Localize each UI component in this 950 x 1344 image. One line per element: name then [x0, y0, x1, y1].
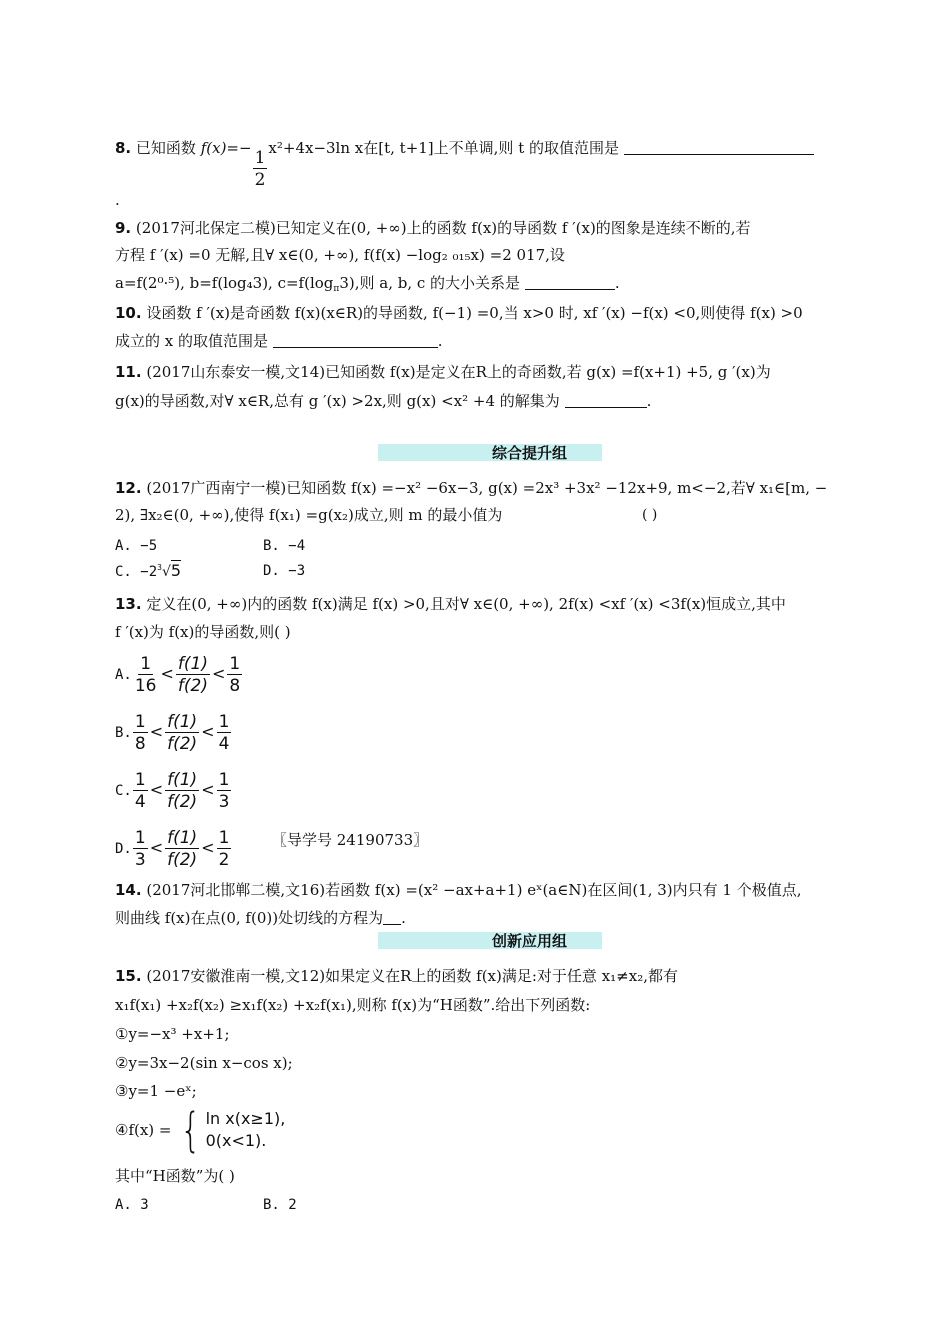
period: . [437, 332, 443, 350]
radicand: 5 [170, 561, 182, 580]
question-number: 14. [115, 881, 142, 899]
option-b[interactable]: B. 2 [263, 1197, 297, 1213]
function-item-4 [115, 1103, 286, 1157]
function-item-3: ③y=1 −eˣ; [115, 1082, 197, 1100]
reference-number: 〖导学号 24190733〗 [272, 831, 429, 849]
answer-blank[interactable] [273, 333, 438, 348]
question-9-line-3 [115, 273, 620, 293]
question-12-line-2 [115, 505, 502, 525]
subscript-pi: π [333, 284, 340, 294]
question-number: 13. [115, 595, 142, 613]
fraction-middle [165, 770, 199, 813]
fraction-numerator: 1 [218, 827, 230, 848]
fraction-left [133, 654, 159, 697]
question-number: 8. [115, 139, 132, 157]
section-title: 创新应用组 [492, 932, 568, 950]
less-than-sign: < [211, 664, 226, 683]
radical-index: 3 [157, 563, 162, 572]
question-12-line-1 [115, 478, 827, 498]
fraction-numerator: 1 [140, 653, 152, 674]
function-item-2: ②y=3x−2(sin x−cos x); [115, 1054, 293, 1072]
question-11-line-2 [115, 391, 651, 411]
option-b[interactable]: B. −4 [263, 538, 306, 554]
fraction-numerator: f(1) [177, 653, 208, 674]
question-8-end: . [115, 191, 120, 209]
fraction-denominator: 2 [254, 170, 266, 190]
less-than-sign: < [149, 838, 164, 857]
question-text: (2017山东泰安一模,文14)已知函数 f(x)是定义在R上的奇函数,若 g(x) =f(x+1) +5, g ′(x)为 [146, 363, 771, 381]
fraction-denominator: 4 [218, 733, 230, 754]
fraction-numerator: 1 [229, 653, 241, 674]
fraction-numerator: f(1) [167, 711, 198, 732]
fraction-left [133, 770, 148, 813]
fraction-denominator: 8 [229, 675, 241, 696]
less-than-sign: < [201, 722, 215, 741]
fraction-middle [165, 712, 199, 755]
fraction-numerator: 1 [134, 711, 146, 732]
fraction-right [227, 654, 242, 697]
fraction-numerator: 1 [254, 148, 266, 168]
fraction-denominator: f(2) [167, 791, 198, 812]
fraction-denominator: 4 [134, 791, 146, 812]
section-title: 综合提升组 [492, 444, 568, 462]
option-label: C. [115, 783, 132, 799]
question-9-line-2: 方程 f ′(x) =0 无解,且∀ x∈(0, +∞), f(f(x) −log₂ ₀₁₅x) =2 017,设 [115, 246, 565, 264]
less-than-sign: < [149, 722, 164, 741]
option-a[interactable]: A. 3 [115, 1197, 149, 1213]
answer-blank[interactable] [624, 140, 814, 155]
question-13-line-1 [115, 594, 786, 614]
question-15-prompt: 其中“H函数”为( ) [115, 1167, 235, 1185]
question-text: (2017安徽淮南一模,文12)如果定义在R上的函数 f(x)满足:对于任意 x₁≠x₂,都有 [146, 967, 678, 985]
question-10-line-1 [115, 303, 803, 323]
radical-sign: √ [161, 564, 171, 580]
question-9-line-1 [115, 218, 751, 238]
question-15-line-2: x₁f(x₁) +x₂f(x₂) ≥x₁f(x₂) +x₂f(x₁),则称 f(x)为“H函数”.给出下列函数: [115, 996, 591, 1014]
option-a[interactable] [115, 652, 243, 697]
question-15-line-1 [115, 966, 678, 986]
period: . [401, 909, 406, 927]
question-text-rest: 3),则 a, b, c 的大小关系是 [339, 274, 521, 292]
fraction-numerator: f(1) [167, 827, 198, 848]
question-number: 11. [115, 363, 142, 381]
less-than-sign: < [201, 838, 215, 857]
fraction-right [217, 770, 232, 813]
option-d[interactable] [115, 826, 232, 871]
question-text: 设函数 f ′(x)是奇函数 f(x)(x∈R)的导函数, f(−1) =0,当 x>0 时, xf ′(x) −f(x) <0,则使得 f(x) >0 [146, 304, 803, 322]
fraction-denominator: 3 [134, 849, 146, 870]
function-item-1: ①y=−x³ +x+1; [115, 1025, 230, 1043]
option-label: D. [115, 841, 132, 857]
question-number: 15. [115, 967, 142, 985]
question-text: (2017广西南宁一模)已知函数 f(x) =−x² −6x−3, g(x) =2x³ +3x² −12x+9, m<−2,若∀ x₁∈[m, − [146, 479, 828, 497]
fraction-middle [176, 654, 210, 697]
less-than-sign: < [160, 664, 174, 683]
option-c[interactable] [115, 768, 232, 813]
question-number: 10. [115, 304, 142, 322]
question-text: 则曲线 f(x)在点(0, f(0))处切线的方程为 [115, 909, 384, 927]
fraction-denominator: 2 [218, 849, 230, 870]
period: . [646, 392, 652, 410]
option-c[interactable] [115, 561, 181, 582]
fraction-numerator: f(1) [167, 769, 198, 790]
question-11-line-1 [115, 362, 771, 382]
answer-blank[interactable] [565, 393, 647, 408]
fraction-numerator: 1 [218, 711, 230, 732]
question-13-line-2: f ′(x)为 f(x)的导函数,则( ) [115, 623, 291, 641]
question-text: 2), ∃x₂∈(0, +∞),使得 f(x₁) =g(x₂)成立,则 m 的最小值为 [115, 506, 503, 524]
fraction-denominator: f(2) [167, 733, 198, 754]
fraction-right [217, 712, 232, 755]
left-brace: { [180, 1103, 202, 1157]
section-band [378, 444, 602, 461]
question-text: (2017河北保定二模)已知定义在(0, +∞)上的函数 f(x)的导函数 f ′(x)的图象是连续不断的,若 [135, 219, 751, 237]
fraction-numerator: 1 [134, 827, 146, 848]
answer-blank[interactable] [525, 275, 615, 290]
question-number: 9. [115, 219, 132, 237]
less-than-sign: < [201, 780, 215, 799]
math-fx: f(x)=− [200, 139, 252, 157]
fraction-one-half [253, 148, 268, 191]
section-band [378, 932, 602, 949]
fraction-numerator: 1 [218, 769, 230, 790]
piecewise-function [176, 1103, 286, 1157]
question-text: 成立的 x 的取值范围是 [115, 332, 268, 350]
question-14-line-2 [115, 908, 406, 928]
fraction-right [217, 828, 232, 871]
fraction-denominator: 8 [134, 733, 146, 754]
fraction-left [133, 712, 148, 755]
fraction-denominator: f(2) [167, 849, 198, 870]
question-text: (2017河北邯郸二模,文16)若函数 f(x) =(x² −ax+a+1) eˣ(a∈N)在区间(1, 3)内只有 1 个极值点, [146, 881, 802, 899]
option-b[interactable] [115, 710, 232, 755]
option-c-text: C. −2 [115, 564, 158, 580]
item-4-label: ④f(x) = [115, 1121, 172, 1139]
question-number: 12. [115, 479, 142, 497]
case-1: ln x(x≥1), [205, 1109, 286, 1128]
fraction-denominator: 3 [218, 791, 230, 812]
answer-paren: ( ) [642, 507, 658, 523]
case-2: 0(x<1). [205, 1131, 267, 1150]
question-text: 已知函数 [135, 139, 196, 157]
fraction-denominator: f(2) [177, 675, 208, 696]
less-than-sign: < [149, 780, 164, 799]
option-d[interactable]: D. −3 [263, 563, 306, 579]
fraction-numerator: 1 [134, 769, 146, 790]
option-label: A. [115, 667, 132, 683]
question-10-line-2 [115, 331, 443, 351]
period: . [614, 274, 620, 292]
option-a[interactable]: A. −5 [115, 538, 158, 554]
fraction-denominator: 16 [134, 675, 157, 696]
question-text: a=f(2⁰·⁵), b=f(log₄3), c=f(log [115, 274, 334, 292]
question-text-rest: x²+4x−3ln x在[t, t+1]上不单调,则 t 的取值范围是 [268, 139, 619, 157]
question-text: 定义在(0, +∞)内的函数 f(x)满足 f(x) >0,且对∀ x∈(0, +∞), 2f(x) <xf ′(x) <3f(x)恒成立,其中 [146, 595, 786, 613]
option-label: B. [115, 725, 132, 741]
question-14-line-1 [115, 880, 802, 900]
fraction-middle [165, 828, 199, 871]
question-text: g(x)的导函数,对∀ x∈R,总有 g ′(x) >2x,则 g(x) <x² +4 的解集为 [115, 392, 560, 410]
fraction-left [133, 828, 148, 871]
question-8 [115, 138, 814, 191]
answer-blank[interactable] [383, 910, 401, 925]
